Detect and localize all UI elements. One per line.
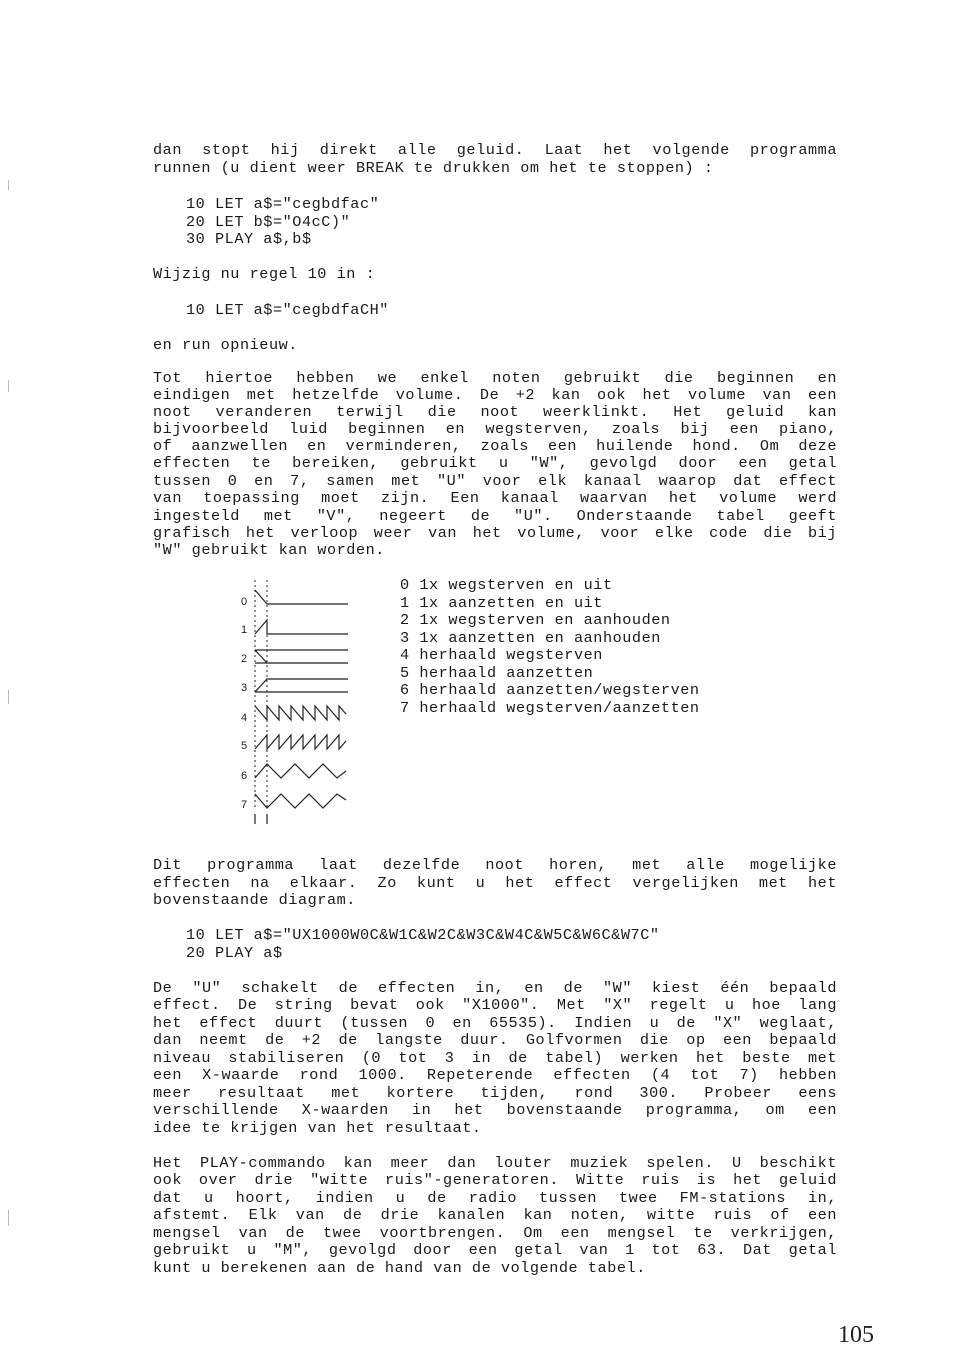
text-line: ingesteld met "V", negeert de "U". Onderstaande tabel geeft bbox=[153, 507, 837, 525]
envelope-diagram bbox=[236, 578, 356, 828]
text-line: een X-waarde rond 1000. Repeterende effecten (4 tot 7) hebben bbox=[153, 1066, 837, 1084]
text-line: bovenstaande diagram. bbox=[153, 891, 356, 909]
text-line: meer resultaat met kortere tijden, rond 300. Probeer eens bbox=[153, 1084, 837, 1102]
text-line: van toepassing moet zijn. Een kanaal waarvan het volume werd bbox=[153, 489, 837, 507]
text-line: ook over drie "witte ruis"-generatoren. Witte ruis is het geluid bbox=[153, 1171, 837, 1189]
text-line: effecten na elkaar. Zo kunt u het effect vergelijken met het bbox=[153, 874, 837, 892]
text-line: niveau stabiliseren (0 tot 3 in de tabel) werken het beste met bbox=[153, 1049, 837, 1067]
legend-item: 3 1x aanzetten en aanhouden bbox=[400, 629, 661, 647]
envelope-curve-6 bbox=[255, 764, 346, 778]
row-label: 1 bbox=[241, 624, 248, 636]
row-label: 0 bbox=[241, 596, 248, 608]
text-line: dat u hoort, indien u de radio tussen twee FM-stations in, bbox=[153, 1189, 837, 1207]
legend-item: 0 1x wegsterven en uit bbox=[400, 576, 613, 594]
text-line: kunt u berekenen aan de hand van de volgende tabel. bbox=[153, 1259, 646, 1277]
text-line: en run opnieuw. bbox=[153, 336, 298, 354]
code-line: 20 LET b$="O4cC)" bbox=[186, 213, 351, 231]
text-line: mengsel van de twee voortbrengen. Om een mengsel te verkrijgen, bbox=[153, 1224, 837, 1242]
margin-mark bbox=[8, 690, 9, 704]
envelope-curve-3 bbox=[255, 679, 348, 692]
text-line: eindigen met hetzelfde volume. De +2 kan ook het volume van een bbox=[153, 386, 837, 404]
row-label: 6 bbox=[241, 770, 248, 782]
envelope-curve-0 bbox=[255, 590, 348, 604]
margin-mark bbox=[8, 380, 9, 392]
envelope-curve-4 bbox=[255, 706, 346, 720]
legend-item: 7 herhaald wegsterven/aanzetten bbox=[400, 699, 700, 717]
text-line: De "U" schakelt de effecten in, en de "W" kiest één bepaald bbox=[153, 979, 837, 997]
text-line: afstemt. Elk van de drie kanalen kan noten, witte ruis of een bbox=[153, 1206, 837, 1224]
legend-item: 6 herhaald aanzetten/wegsterven bbox=[400, 681, 700, 699]
text-line: effect. De string bevat ook "X1000". Met "X" regelt u hoe lang bbox=[153, 996, 837, 1014]
row-label: 3 bbox=[241, 682, 248, 694]
code-line: 10 LET a$="UX1000W0C&W1C&W2C&W3C&W4C&W5C&W6C&W7C" bbox=[186, 926, 660, 944]
legend-item: 1 1x aanzetten en uit bbox=[400, 594, 603, 612]
envelope-curve-5 bbox=[255, 735, 346, 749]
text-line: Wijzig nu regel 10 in : bbox=[153, 265, 376, 283]
row-label: 5 bbox=[241, 740, 248, 752]
page-number: 105 bbox=[838, 1322, 874, 1348]
legend-item: 4 herhaald wegsterven bbox=[400, 646, 603, 664]
code-line: 30 PLAY a$,b$ bbox=[186, 230, 312, 248]
text-line: runnen (u dient weer BREAK te drukken om het te stoppen) : bbox=[153, 159, 714, 177]
code-line: 10 LET a$="cegbdfaCH" bbox=[186, 301, 389, 319]
margin-mark bbox=[8, 180, 9, 190]
text-line: noot veranderen terwijl die noot weerklinkt. Het geluid kan bbox=[153, 403, 837, 421]
text-line: idee te krijgen van het resultaat. bbox=[153, 1119, 482, 1137]
row-label: 2 bbox=[241, 653, 248, 665]
legend-item: 5 herhaald aanzetten bbox=[400, 664, 594, 682]
envelope-curve-7 bbox=[255, 794, 346, 808]
text-line: grafisch het verloop weer van het volume, voor elke code die bij bbox=[153, 524, 837, 542]
margin-mark bbox=[8, 1210, 9, 1226]
envelope-curve-1 bbox=[255, 620, 348, 634]
text-line: tussen 0 en 7, samen met "U" voor elk kanaal waarop dat effect bbox=[153, 472, 837, 490]
code-line: 10 LET a$="cegbdfac" bbox=[186, 195, 380, 213]
text-line: "W" gebruikt kan worden. bbox=[153, 541, 385, 559]
row-label: 4 bbox=[241, 712, 248, 724]
text-line: het effect duurt (tussen 0 en 65535). Indien u de "X" weglaat, bbox=[153, 1014, 837, 1032]
text-line: Tot hiertoe hebben we enkel noten gebruikt die beginnen en bbox=[153, 369, 837, 387]
text-line: bijvoorbeeld luid beginnen en wegsterven, zoals bij een piano, bbox=[153, 420, 837, 438]
text-line: verschillende X-waarden in het bovenstaande programma, om een bbox=[153, 1101, 837, 1119]
text-line: of aanzwellen en verminderen, zoals een huilende hond. Om deze bbox=[153, 437, 837, 455]
legend-item: 2 1x wegsterven en aanhouden bbox=[400, 611, 671, 629]
text-line: dan neemt de +2 de langste duur. Golfvormen die op een bepaald bbox=[153, 1031, 837, 1049]
text-line: effecten te bereiken, gebruikt u "W", gevolgd door een getal bbox=[153, 454, 837, 472]
text-line: Het PLAY-commando kan meer dan louter muziek spelen. U beschikt bbox=[153, 1154, 837, 1172]
text-line: Dit programma laat dezelfde noot horen, met alle mogelijke bbox=[153, 856, 837, 874]
envelope-curve-2 bbox=[255, 650, 348, 663]
text-line: gebruikt u "M", gevolgd door een getal van 1 tot 63. Dat getal bbox=[153, 1241, 837, 1259]
code-line: 20 PLAY a$ bbox=[186, 944, 283, 962]
text-line: dan stopt hij direkt alle geluid. Laat het volgende programma bbox=[153, 141, 837, 159]
row-label: 7 bbox=[241, 799, 248, 811]
